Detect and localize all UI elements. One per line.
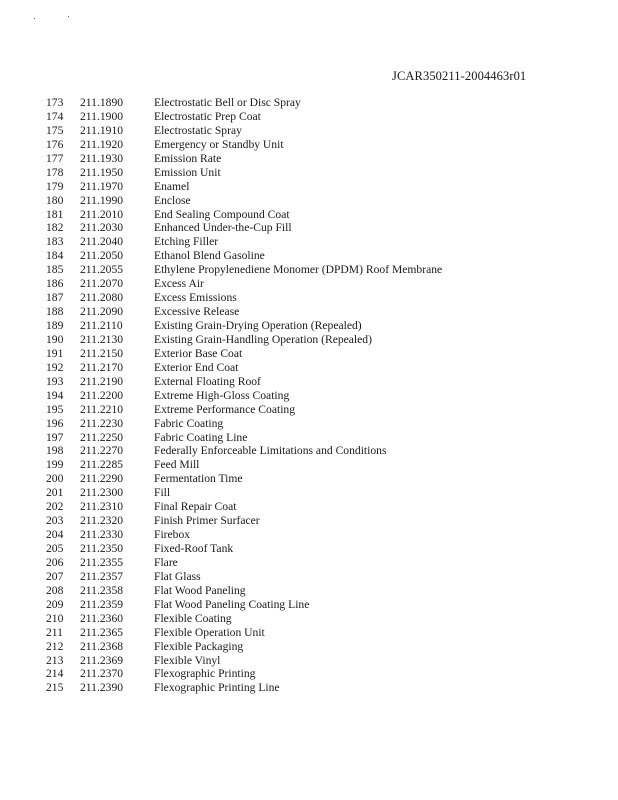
list-item [0, 389, 618, 403]
defined-term: Excess Air [154, 277, 204, 291]
item-number: 181 [46, 207, 64, 221]
item-number: 178 [46, 165, 64, 179]
section-number: 211.2358 [80, 583, 124, 597]
item-number: 185 [46, 263, 64, 277]
list-item [0, 598, 618, 612]
item-number: 177 [46, 151, 64, 165]
scan-speck [68, 16, 69, 17]
item-number: 196 [46, 416, 64, 430]
list-item [0, 626, 618, 640]
item-number: 214 [46, 667, 64, 681]
item-number: 209 [46, 597, 64, 611]
item-number: 201 [46, 486, 64, 500]
list-item [0, 417, 618, 431]
defined-term: Enhanced Under-the-Cup Fill [154, 221, 292, 235]
list-item [0, 375, 618, 389]
item-number: 215 [46, 681, 64, 695]
document-id: JCAR350211-2004463r01 [392, 69, 527, 83]
defined-term: Flat Wood Paneling [154, 583, 246, 597]
defined-term: Flexible Operation Unit [154, 625, 265, 639]
defined-term: Etching Filler [154, 235, 219, 249]
list-item [0, 277, 618, 291]
item-number: 204 [46, 528, 64, 542]
defined-term: Flexible Packaging [154, 639, 244, 653]
defined-term: Fabric Coating [154, 416, 224, 430]
list-item [0, 124, 618, 138]
item-number: 189 [46, 319, 64, 332]
section-number: 211.2210 [80, 402, 124, 416]
item-number: 197 [46, 430, 64, 444]
item-number: 179 [46, 179, 64, 193]
section-number: 211.2270 [80, 444, 124, 458]
defined-term: Excessive Release [154, 305, 240, 319]
section-number: 211.2040 [80, 235, 124, 249]
item-number: 200 [46, 472, 64, 486]
list-item [0, 166, 618, 180]
section-number: 211.2310 [80, 500, 124, 514]
list-item [0, 444, 618, 458]
item-number: 187 [46, 291, 64, 305]
list-item [0, 472, 618, 486]
list-item [0, 208, 618, 222]
list-item [0, 542, 618, 556]
section-number: 211.1970 [80, 179, 124, 193]
list-item [0, 500, 618, 514]
section-number: 211.2320 [80, 514, 124, 528]
list-item [0, 458, 618, 472]
defined-term: Flare [154, 555, 178, 569]
list-item [0, 556, 618, 570]
item-number: 208 [46, 583, 64, 597]
list-item [0, 305, 618, 319]
list-item [0, 681, 618, 695]
section-number: 211.2359 [80, 597, 124, 611]
list-item [0, 138, 618, 152]
section-number: 211.1920 [80, 137, 124, 151]
scan-speck [34, 18, 35, 19]
list-item [0, 654, 618, 668]
section-number: 211.2355 [80, 555, 124, 569]
item-number: 176 [46, 137, 64, 151]
defined-term: Emission Rate [154, 151, 222, 165]
defined-term: Enamel [154, 179, 190, 193]
list-item [0, 486, 618, 500]
item-number: 202 [46, 500, 64, 514]
item-number: 194 [46, 388, 64, 402]
section-number: 211.1950 [80, 165, 124, 179]
list-item [0, 612, 618, 626]
item-number: 180 [46, 193, 64, 207]
defined-term: Fill [154, 486, 171, 500]
item-number: 173 [46, 96, 64, 109]
section-number: 211.2360 [80, 611, 124, 625]
section-number: 211.2370 [80, 667, 124, 681]
defined-term: Final Repair Coat [154, 500, 237, 514]
item-number: 211 [46, 625, 63, 639]
defined-term: Flexible Vinyl [154, 653, 221, 667]
item-number: 213 [46, 653, 64, 667]
section-number: 211.2368 [80, 639, 124, 653]
section-number: 211.2070 [80, 277, 124, 291]
section-number: 211.2230 [80, 416, 124, 430]
list-item [0, 667, 618, 681]
definitions-list [0, 96, 618, 695]
section-number: 211.2110 [80, 319, 123, 332]
defined-term: Ethanol Blend Gasoline [154, 249, 265, 263]
section-number: 211.2050 [80, 249, 124, 263]
section-number: 211.1990 [80, 193, 124, 207]
item-number: 191 [46, 346, 64, 360]
defined-term: Flat Glass [154, 569, 201, 583]
list-item [0, 235, 618, 249]
list-item [0, 152, 618, 166]
item-number: 188 [46, 305, 64, 319]
item-number: 195 [46, 402, 64, 416]
section-number: 211.2190 [80, 374, 124, 388]
item-number: 184 [46, 249, 64, 263]
defined-term: Flexographic Printing [154, 667, 256, 681]
section-number: 211.2080 [80, 291, 124, 305]
defined-term: Exterior End Coat [154, 360, 239, 374]
list-item [0, 221, 618, 235]
section-number: 211.2357 [80, 569, 124, 583]
defined-term: Finish Primer Surfacer [154, 514, 260, 528]
item-number: 207 [46, 569, 64, 583]
item-number: 198 [46, 444, 64, 458]
section-number: 211.1910 [80, 123, 124, 137]
list-item [0, 528, 618, 542]
section-number: 211.2365 [80, 625, 124, 639]
section-number: 211.2130 [80, 332, 124, 346]
section-number: 211.2250 [80, 430, 124, 444]
item-number: 175 [46, 123, 64, 137]
section-number: 211.2150 [80, 346, 124, 360]
defined-term: Enclose [154, 193, 191, 207]
list-item [0, 431, 618, 445]
defined-term: Electrostatic Bell or Disc Spray [154, 96, 301, 109]
defined-term: Existing Grain-Handling Operation (Repealed) [154, 332, 372, 346]
defined-term: Emission Unit [154, 165, 221, 179]
list-item [0, 347, 618, 361]
section-number: 211.2090 [80, 305, 124, 319]
list-item [0, 584, 618, 598]
item-number: 206 [46, 555, 64, 569]
defined-term: Fixed-Roof Tank [154, 542, 234, 555]
defined-term: Extreme High-Gloss Coating [154, 388, 290, 402]
defined-term: Emergency or Standby Unit [154, 137, 284, 151]
defined-term: Extreme Performance Coating [154, 402, 296, 416]
section-number: 211.2285 [80, 458, 124, 472]
list-item [0, 249, 618, 263]
list-item [0, 96, 618, 110]
item-number: 190 [46, 332, 64, 346]
list-item [0, 403, 618, 417]
item-number: 193 [46, 374, 64, 388]
section-number: 211.2369 [80, 653, 124, 667]
defined-term: Excess Emissions [154, 291, 237, 305]
section-number: 211.1890 [80, 96, 124, 109]
list-item [0, 570, 618, 584]
list-item [0, 291, 618, 305]
item-number: 174 [46, 109, 64, 123]
defined-term: Flexible Coating [154, 611, 232, 625]
defined-term: Electrostatic Prep Coat [154, 109, 261, 123]
section-number: 211.2200 [80, 388, 124, 402]
section-number: 211.2330 [80, 528, 124, 542]
list-item [0, 361, 618, 375]
list-item [0, 319, 618, 333]
list-item [0, 110, 618, 124]
list-item [0, 514, 618, 528]
item-number: 203 [46, 514, 64, 528]
list-item [0, 180, 618, 194]
defined-term: Fabric Coating Line [154, 430, 248, 444]
item-number: 186 [46, 277, 64, 291]
defined-term: Fermentation Time [154, 472, 243, 486]
item-number: 182 [46, 221, 64, 235]
item-number: 210 [46, 611, 64, 625]
section-number: 211.1900 [80, 109, 124, 123]
item-number: 199 [46, 458, 64, 472]
item-number: 212 [46, 639, 64, 653]
section-number: 211.2300 [80, 486, 124, 500]
section-number: 211.2010 [80, 207, 124, 221]
section-number: 211.2030 [80, 221, 124, 235]
defined-term: External Floating Roof [154, 374, 261, 388]
item-number: 183 [46, 235, 64, 249]
section-number: 211.2290 [80, 472, 124, 486]
defined-term: Firebox [154, 528, 191, 542]
item-number: 192 [46, 360, 64, 374]
section-number: 211.2055 [80, 263, 124, 277]
list-item [0, 263, 618, 277]
section-number: 211.2350 [80, 542, 124, 555]
defined-term: Exterior Base Coat [154, 346, 243, 360]
defined-term: Flat Wood Paneling Coating Line [154, 597, 310, 611]
item-number: 205 [46, 542, 64, 555]
section-number: 211.2170 [80, 360, 124, 374]
list-item [0, 640, 618, 654]
defined-term: Federally Enforceable Limitations and Conditions [154, 444, 387, 458]
defined-term: End Sealing Compound Coat [154, 207, 290, 221]
defined-term: Feed Mill [154, 458, 200, 472]
list-item [0, 333, 618, 347]
section-number: 211.1930 [80, 151, 124, 165]
list-item [0, 194, 618, 208]
defined-term: Ethylene Propylenediene Monomer (DPDM) Roof Membrane [154, 263, 443, 277]
defined-term: Flexographic Printing Line [154, 681, 280, 695]
defined-term: Existing Grain-Drying Operation (Repealed) [154, 319, 362, 332]
defined-term: Electrostatic Spray [154, 123, 242, 137]
section-number: 211.2390 [80, 681, 124, 695]
